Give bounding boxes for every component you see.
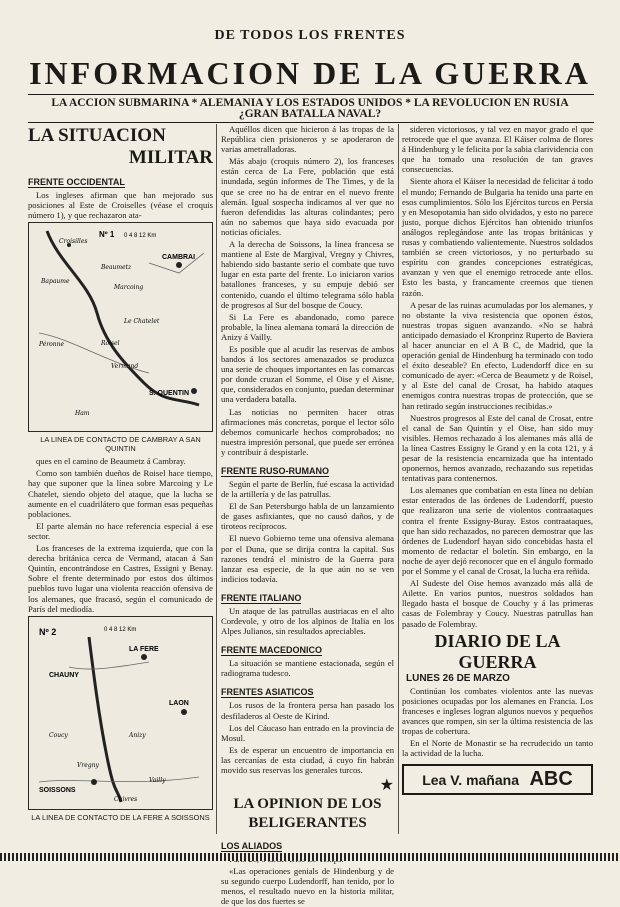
heading-opinion: LA OPINION DE LOS <box>233 796 382 813</box>
town-marker <box>176 262 182 268</box>
river <box>39 777 199 782</box>
heading-beligerantes: BELIGERANTES <box>248 815 367 832</box>
map-number: Nº 2 <box>39 626 57 637</box>
paragraph: Los alemanes que combatían en esta línea no debían estar enterados de las órdenes de Ludendorff, puesto que realizaron una serie de violentos contraataques contra el frente Essigny-Buray. Estos contraataques, que han sido rechazados, no parecen demostrar que las órdenes de Ludendorf hayan sido concebidas hasta el momento de redactar el boletín. Sin embargo, en la noche de ayer dejó reconocer que en el ángulo formado por el Somme y el canal de Crosat, la lucha era reñida. <box>402 485 593 577</box>
paragraph: «Las operaciones genials de Hindenburg y de su segundo cuerpo Ludendorff, han tenido, por lo menos, el resultado nuevo en la historia militar, de que los dos fuertes se <box>221 866 394 907</box>
paragraph: Es posible que al acudir las reservas de ambos bandos á los sectores amenazados se produzca una serie de choques importantes en las comarcas por donde cruzan el Somme, el Oise y el Aisne, que, considerados en conjunto, puedan determinar una verdadera batalla. <box>221 343 394 405</box>
section-frente-macedonico: FRENTE MACEDONICO <box>221 645 322 656</box>
paragraph: sideren victoriosos, y tal vez en mayor grado el que retrocede que el que avanza. El Káiser colma de flores á Hindenburg y le felicita por la sabia clarividencia con que ha tomado una resolución de tan graves consecuencias. <box>402 124 593 175</box>
paragraph: El parte alemán no hace referencia especial á ese sector. <box>28 520 213 541</box>
column-divider <box>216 124 217 834</box>
section-frente-italiano: FRENTE ITALIANO <box>221 592 302 603</box>
town-marker <box>91 779 97 785</box>
map-label: Ham <box>75 410 90 418</box>
town-marker <box>191 388 197 394</box>
town-marker <box>181 709 187 715</box>
map-label: CHAUNY <box>49 671 79 679</box>
map-caption: LA LINEA DE CONTACTO DE CAMBRAY A SAN QUINTIN <box>40 435 201 454</box>
subtitle-rule <box>28 122 594 123</box>
column-1 <box>28 124 213 836</box>
map-label: Vailly <box>149 776 166 784</box>
map-1-figure <box>29 223 212 429</box>
heading-militar: MILITAR <box>128 147 213 168</box>
section-frente-ruso: FRENTE RUSO-RUMANO <box>221 466 329 476</box>
paragraph: Siente ahora el Káiser la necesidad de felicitar á todo el mundo; Fernando de Bulgaria ha tenido una parte en esos cumplimientos. Sólo los Ejércitos turcos en Persia y en Mesopotamia han sido olvidados, y esto no parece justo, porque dichos Ejércitos han obtenido triunfos análogos replegándose ante las tropas británicas y rusas y combatiendo valientemente. Nuestros soldados también se creen victoriosos, y no perturbado su espíritu con grandes concepciones estratégicas, avanzan y ven que el enemigo retrocede ante ellos. Esto les basta, y francamente creemos que tienen razón. <box>402 176 593 298</box>
map-label: Vregny <box>77 761 99 769</box>
heading-situacion: LA SITUACION <box>28 125 166 146</box>
map-la-fere-soissons <box>28 616 213 810</box>
title-rule <box>28 94 594 95</box>
map-label: Marcoing <box>114 284 144 292</box>
paragraph: Según el parte de Berlín, fué escasa la actividad de la artillería y de las patrullas. <box>221 479 394 500</box>
paragraph: Aquéllos dicen que hicieron á las tropas de la República cien prisioneros y se apoderaron de varias ametralladoras. <box>221 124 394 155</box>
map-label: Bapaume <box>41 278 70 286</box>
map-label: Chivres <box>114 795 138 803</box>
star-ornament-icon: ★ <box>379 775 394 795</box>
subtitle-line1: LA ACCION SUBMARINA * ALEMANIA Y LOS ESTADOS UNIDOS * LA REVOLUCION EN RUSIA <box>51 97 569 109</box>
map-label: LAON <box>169 699 189 707</box>
map-label: CAMBRAI <box>162 254 196 262</box>
paragraph: Continúan los combates violentos ante las nuevas posiciones ocupadas por los alemanes en Francia. Los franceses e ingleses logran algunos nuevos y pequeños avances que rompen, sin ser la última resistencia de las tropas de cobertura. <box>402 685 593 736</box>
paragraph: Los rusos de la frontera persa han pasado los desfiladeros al Oeste de Kirind. <box>221 700 394 721</box>
paragraph: Nuestros progresos al Este del canal de Crosat, entre el canal de San Quintín y el Oise, han sido muy visibles. Hemos rechazado á los alemanes más allá de la línea Castres Essigny le Grand y en la cota 121, y á pesar de la resistencia encarnizada que ha intentado oponernos, hemos avanzado, rechazando sus repetidas tentativas para contenernos. <box>402 412 593 484</box>
map-label: Vermand <box>111 363 139 371</box>
map-scale: 0 4 8 12 Km <box>104 626 137 633</box>
map-label: Péronne <box>39 341 65 349</box>
map-label: Le Chatelet <box>124 318 160 326</box>
map-scale: 0 4 8 12 Km <box>124 233 157 240</box>
section-frentes-asiaticos: FRENTES ASIATICOS <box>221 687 314 698</box>
map-label: Roisel <box>101 340 120 348</box>
front-line <box>89 637 121 802</box>
map-label: Beaumetz <box>101 264 132 272</box>
map-label: Anizy <box>129 731 146 739</box>
column-2 <box>221 124 394 907</box>
paragraph: Los del Cáucaso han entrado en la provincia de Mosul. <box>221 722 394 743</box>
map-label: SOISSONS <box>39 786 76 794</box>
column-3 <box>402 124 593 836</box>
map-caption: LA LINEA DE CONTACTO DE LA FERE A SOISSONS <box>31 812 210 822</box>
paragraph: Las noticias no permiten hacer otras afirmaciones más concretas, porque el lector sólo debemos comunicarle hechos comprobados; no nuestra impresión personal, que puede ser errónea y contribuir á despistarle. <box>221 406 394 457</box>
paragraph: Si La Fere es abandonado, como parece probable, la línea alemana tomará la dirección de Anizy á Vailly. <box>221 311 394 342</box>
ad-text: Lea V. mañana <box>422 772 519 789</box>
paragraph: Como son también dueños de Roisel hace tiempo, hay que suponer que la línea sobre Marcoing y Le Chatelet, siendo objeto del ataque, que la lucha se aumente en el cuadrilátero que forman esas pequeñas poblaciones. <box>28 468 213 519</box>
page-bottom-border <box>0 853 620 861</box>
map-number: Nº 1 <box>99 230 115 240</box>
map-label: S. QUENTIN <box>149 390 190 398</box>
paragraph: Un ataque de las patrullas austriacas en el alto Cordevole, y otro de los alpinos de Italia en los Alpes Julianos, sin resultados apreciables. <box>221 605 394 637</box>
section-supertitle: DE TODOS LOS FRENTES <box>214 28 406 43</box>
diario-date: LUNES 26 DE MARZO <box>406 672 510 684</box>
map-label: Croisilles <box>59 238 88 246</box>
abc-advertisement <box>402 764 593 795</box>
river <box>69 662 149 669</box>
heading-diario: DIARIO DE LA GUERRA <box>434 630 561 672</box>
town-marker <box>141 654 147 660</box>
paragraph: Los ingleses afirman que han mejorado sus posiciones al Este de Croiselles (véase el croquis número 1), y que rechazaron ata- <box>28 190 213 221</box>
paragraph: Es de esperar un encuentro de importancia en las cercanías de esta ciudad, á cuyo fin habrán movido sus reservas los generales turcos. <box>221 744 394 775</box>
ad-logo-text: ABC <box>529 768 573 791</box>
paragraph: A pesar de las ruinas acumuladas por los alemanes, y no obstante la viva resistencia que oponen éstos, nuestras tropas siguen avanzando. «No se habrá anticipado demasiado el Kronprinz Ruperto de Baviera al hacer anunciar en el A B C, de Madrid, que la operación genial de Hindenburg ha terminado con todo el éxito deseable? En efecto, Ludendorff dice en su comunicado de ayer: «Cerca de Beaumetz y de Roisel, y al Este del canal de Crosat, ha habido ataques enemigos contra nuestras tropas de protección, que se han retirado según instrucciones recibidas.» <box>402 299 593 411</box>
paragraph: La situación se mantiene estacionada, según el radiograma tudesco. <box>221 658 394 679</box>
section-frente-occidental: FRENTE OCCIDENTAL <box>28 177 125 187</box>
paragraph: Los franceses de la extrema izquierda, que con la derecha británica cerca de Vermand, atacan á San Quintín, encontrándose en Castres, Essigni y Benay. Sobre el frente determinado por estos dos últimos pueblos tuvo lugar una violenta reacción ofensiva de los alemanes, que fracasó, según el comunicado de París del mediodía. <box>28 543 213 614</box>
paragraph: Más abajo (croquis número 2), los franceses están cerca de La Fere, población que está inundada, según informes de The Times, y de la que se cree no ha de entrar en el nuevo frente alemán. Igual sospecha indicamos al ver que no fueron defendidas las alturas colindantes; pero aún no sabemos que haya sido evacuada por noticias oficiales. <box>221 156 394 237</box>
paragraph: ques en el camino de Beaumetz á Cambray. <box>36 456 186 467</box>
paragraph: El de San Petersburgo habla de un lanzamiento de gases asfixiantes, que no causó daños, y de tiroteos recíprocos. <box>221 501 394 532</box>
map-label: Coucy <box>49 731 68 739</box>
paragraph: En el Norte de Monastir se ha recrudecido un tanto la actividad de la lucha. <box>402 738 593 759</box>
paragraph: El nuevo Gobierno teme una ofensiva alemana por el Duna, que se dirija contra la capital. Sus razones tendrá el ministro de la Guerra para lanzar esa especie, de la que aún no se ven indicios todavía. <box>221 533 394 584</box>
paragraph: Al Sudeste del Oise hemos avanzado más allá de Ailette. En varios puntos, nuestros soldados han llegado hasta el bosque de Couchy y á las primeras casas de Folembray y Coucy. Nuestras patrullas han pasado de Folembray. <box>402 578 593 629</box>
map-cambray-san-quintin <box>28 222 213 432</box>
paragraph: A la derecha de Soissons, la línea francesa se mantiene al Este de Margival, Vregny y Chivres, habiendo sido bastante serio el combate que tuvo lugar en esta parte del frente. Lo iniciaron varios batallones franceses, y su empuje debió ser contenido, cuando el último telegrama sólo habla de progresos al Sur del bosque de Coucy. <box>221 239 394 310</box>
column-divider <box>398 124 399 834</box>
map-label: LA FERE <box>129 645 159 653</box>
section-aliados: LOS ALIADOS <box>221 841 283 852</box>
subtitle-line2: ¿GRAN BATALLA NAVAL? <box>238 108 382 120</box>
page-title: INFORMACION DE LA GUERRA <box>29 55 591 91</box>
map-2-figure <box>29 617 212 807</box>
